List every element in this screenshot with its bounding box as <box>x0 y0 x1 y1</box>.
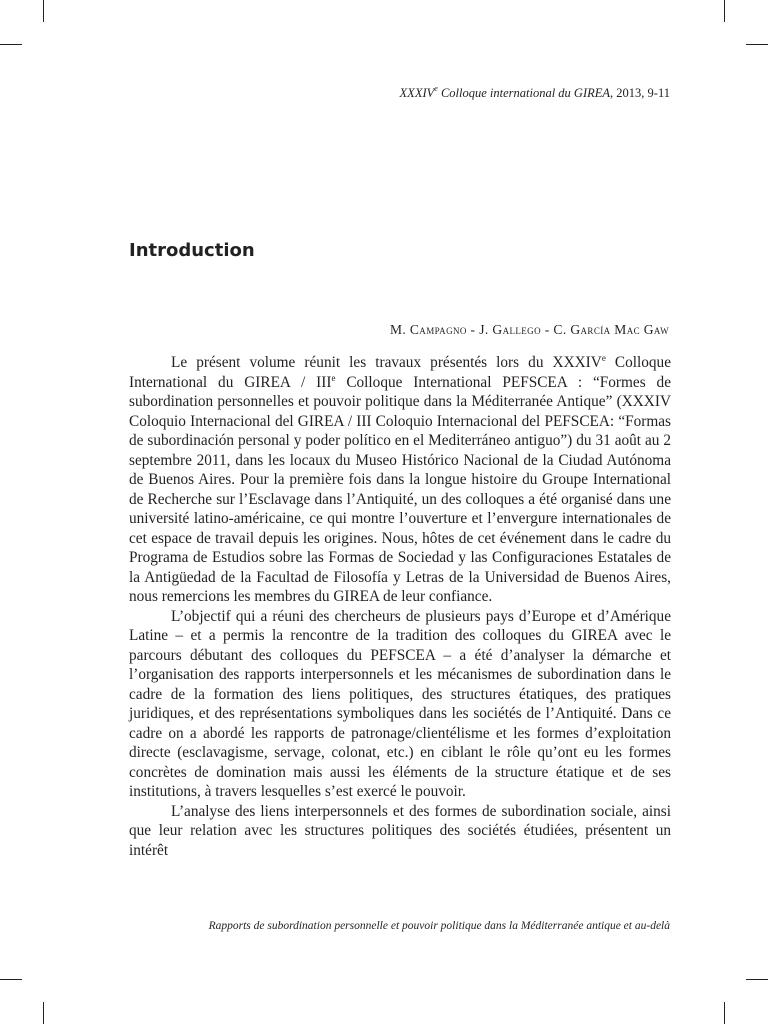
crop-mark <box>724 1002 725 1024</box>
body-text <box>129 353 671 860</box>
running-header <box>400 84 670 101</box>
crop-mark <box>746 979 768 980</box>
paragraph-text: L’analyse des liens interpersonnels et des formes de subordination sociale, ainsi que leur relation avec les structures politiques des sociétés étudiées, présentent un intérêt <box>129 802 671 859</box>
body-paragraph <box>129 802 671 861</box>
body-paragraph <box>129 607 671 802</box>
header-superscript: e <box>434 84 438 93</box>
header-details: , 2013, 9-11 <box>610 86 670 100</box>
crop-mark <box>43 0 44 22</box>
body-paragraph <box>129 353 671 607</box>
crop-mark <box>746 44 768 45</box>
paragraph-text: Colloque International du GIREA / III <box>129 354 671 391</box>
paragraph-text: Colloque International PEFSCEA : “Formes de subordination personnelles et pouvoir politique dans la Méditerranée Antique” (XXXIV Coloquio Internacional del GIREA / III Coloquio Internacional del PEFSCEA: “Formas de subordinación personal y poder político en el Mediterráneo antiguo”) du 31 août au 2 septembre 2011, dans les locaux du Museo Histórico Nacional de la Ciudad Autónoma de Buenos Aires. Pour la première fois dans la longue histoire du Groupe International de Recherche sur l’Esclavage dans l’Antiquité, un des colloques a été organisé dans une université latino-américaine, ce qui montre l’ouverture et l’envergure internationales de cet espace de travail depuis les origines. Nous, hôtes de cet événement dans le cadre du Programa de Estudios sobre las Formas de Sociedad y las Configuraciones Estatales de la Antigüedad de la Facultad de Filosofía y Letras de la Universidad de Buenos Aires, nous remercions les membres du GIREA de leur confiance. <box>129 373 671 605</box>
crop-mark <box>724 0 725 22</box>
crop-mark <box>0 979 22 980</box>
running-footer: Rapports de subordination personnelle et pouvoir politique dans la Méditerranée antique et au-delà <box>208 920 670 932</box>
superscript: e <box>601 353 606 363</box>
paragraph-text: L’objectif qui a réuni des chercheurs de plusieurs pays d’Europe et d’Amérique Latine – et a permis la rencontre de la tradition des colloques du GIREA avec le parcours débutant des colloques du PEFSCEA – a été d’analyser la démarche et l’organisation des rapports interpersonnels et les mécanismes de subordination dans le cadre de la formation des liens politiques, des structures étatiques, des pratiques juridiques, et des représentations symboliques dans les sociétés de l’Antiquité. Dans ce cadre on a abordé les rapports de patronage/clientélisme et les formes d’exploitation directe (esclavagisme, servage, colonat, etc.) en ciblant le rôle qu’ont eu les formes concrètes de domination mais aussi les éléments de la structure étatique et de ses institutions, à travers lesquelles s’est exercé le pouvoir. <box>129 607 671 800</box>
section-title: Introduction <box>129 240 255 261</box>
header-roman: XXXIV <box>399 86 435 100</box>
authors-line: M. Campagno - J. Gallego - C. García Mac Gaw <box>389 322 669 337</box>
paragraph-text: Le présent volume réunit les travaux présentés lors du XXXIV <box>171 354 602 371</box>
crop-mark <box>0 44 22 45</box>
header-journal: Colloque international du GIREA <box>437 86 611 100</box>
crop-mark <box>43 1002 44 1024</box>
superscript: e <box>331 372 336 383</box>
